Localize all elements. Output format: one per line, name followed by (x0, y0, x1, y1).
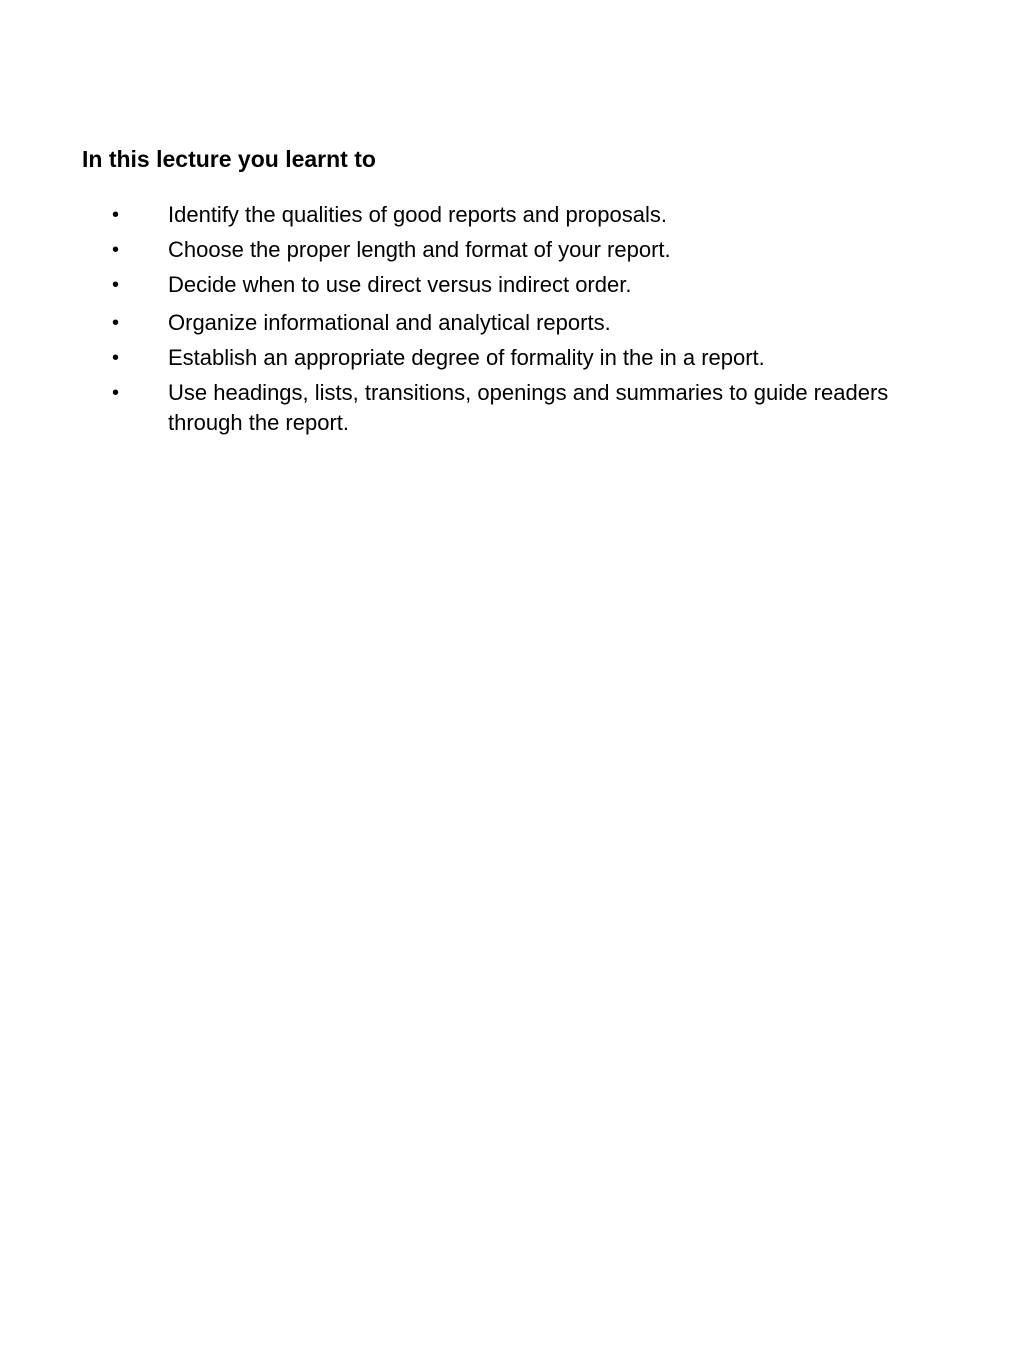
bullet-icon: • (112, 382, 120, 404)
slide-heading: In this lecture you learnt to (82, 146, 376, 172)
list-item-text: Choose the proper length and format of your report. (168, 237, 671, 262)
list-item-text: Identify the qualities of good reports and proposals. (168, 202, 667, 227)
list-item (112, 378, 912, 438)
list-item-text: Decide when to use direct versus indirect order. (168, 272, 632, 297)
list-item (112, 200, 912, 230)
list-item (112, 235, 912, 265)
list-item (112, 270, 912, 300)
bullet-icon: • (112, 274, 120, 296)
list-item-text: Organize informational and analytical reports. (168, 310, 611, 335)
learning-outcomes-list (112, 200, 912, 443)
bullet-icon: • (112, 347, 120, 369)
list-item-text: Use headings, lists, transitions, openings and summaries to guide readers through the report. (168, 380, 889, 435)
bullet-icon: • (112, 239, 120, 261)
bullet-icon: • (112, 312, 120, 334)
list-item (112, 308, 912, 338)
list-item-text: Establish an appropriate degree of formality in the in a report. (168, 345, 765, 370)
list-item (112, 343, 912, 373)
bullet-icon: • (112, 204, 120, 226)
